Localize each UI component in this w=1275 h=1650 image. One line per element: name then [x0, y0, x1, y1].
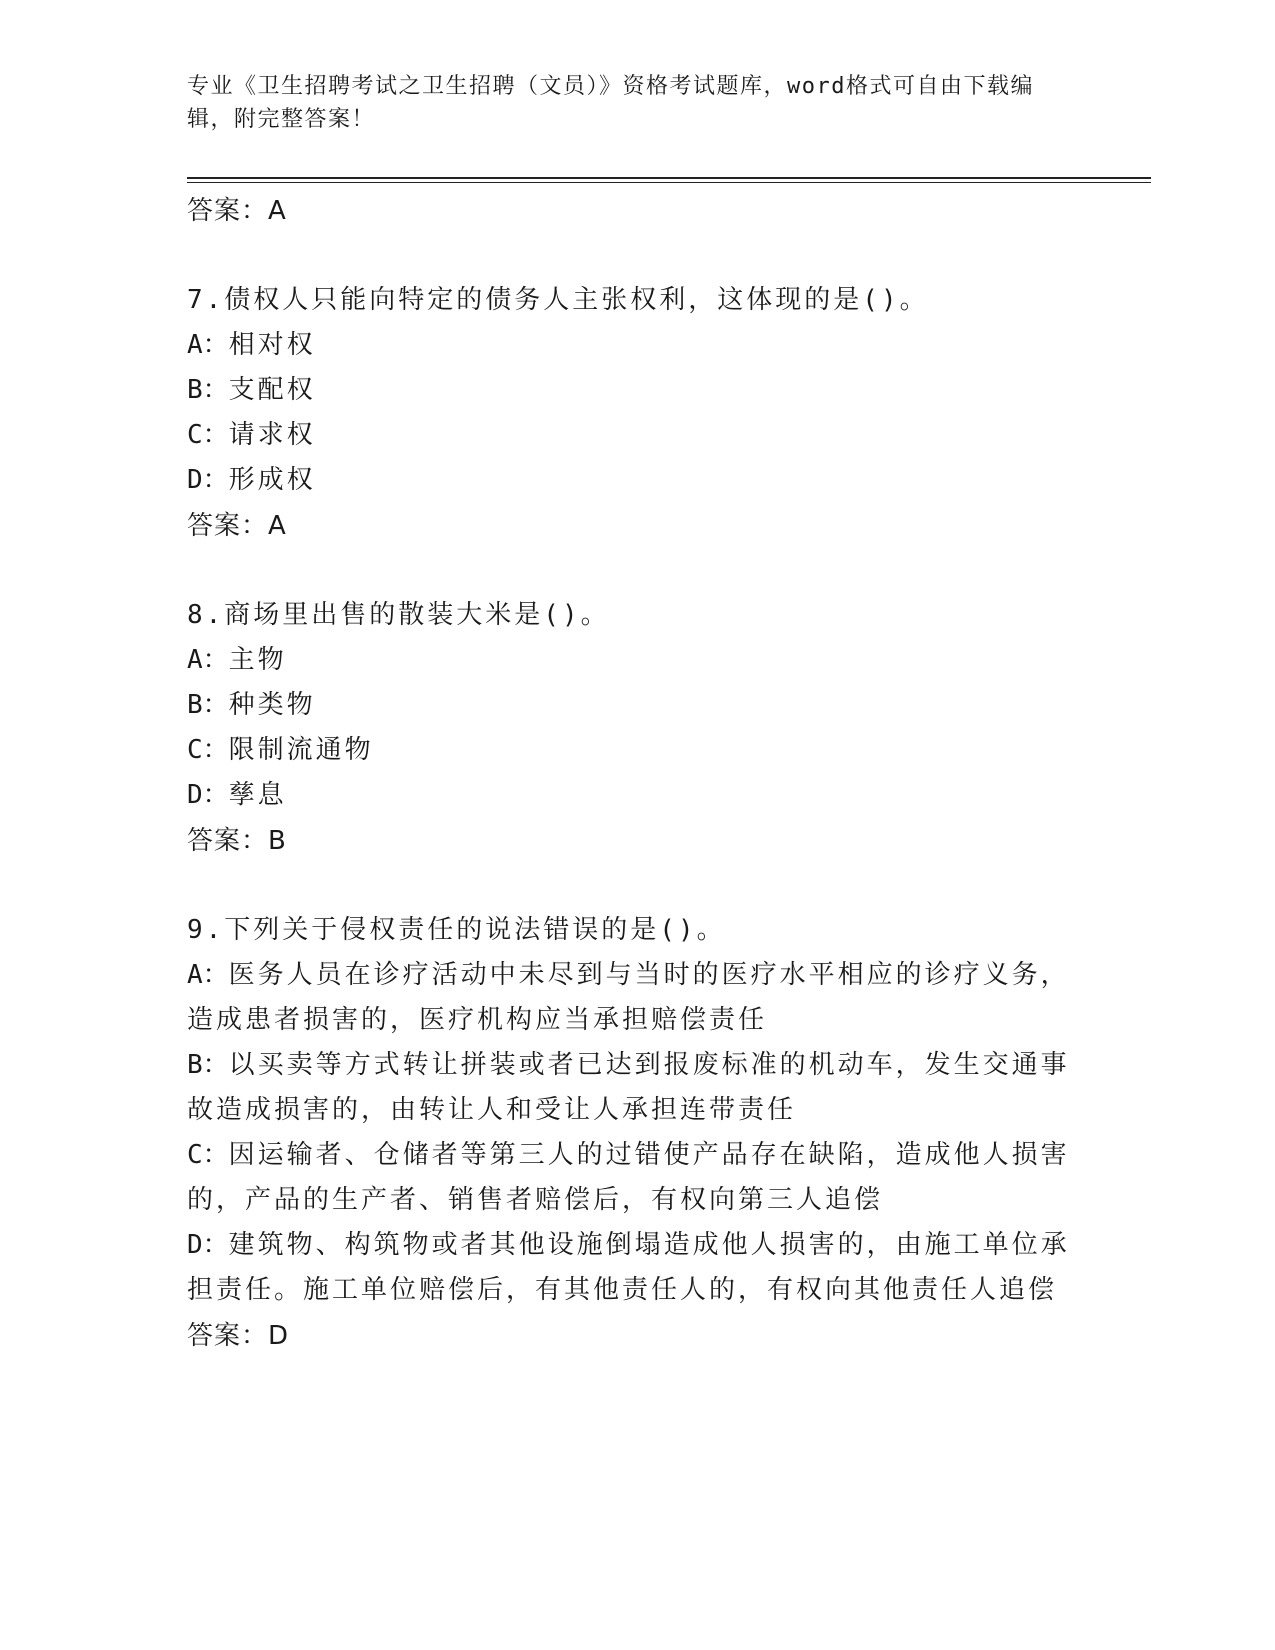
option-a — [187, 953, 1077, 1043]
question-9 — [187, 908, 1077, 1359]
option-d — [187, 773, 1077, 818]
option-c — [187, 413, 1077, 458]
answer-line: 答案：A — [187, 196, 287, 226]
option-key: D： — [187, 780, 229, 810]
option-c — [187, 1133, 1077, 1223]
answer-line: 答案：D — [187, 1321, 290, 1351]
answer-line: 答案：B — [187, 826, 287, 856]
answer-line: 答案：A — [187, 511, 287, 541]
option-d — [187, 1223, 1077, 1313]
option-key: C： — [187, 735, 229, 765]
option-key: B： — [187, 1050, 229, 1080]
option-key: D： — [187, 465, 229, 495]
question-stem: 7.债权人只能向特定的债务人主张权利，这体现的是()。 — [187, 285, 929, 315]
option-a — [187, 638, 1077, 683]
option-text: 孳息 — [228, 780, 287, 810]
option-key: D： — [187, 1230, 229, 1260]
option-text: 医务人员在诊疗活动中未尽到与当时的医疗水平相应的诊疗义务，造成患者损害的，医疗机构应当承担赔偿责任 — [187, 960, 1070, 1035]
document-header: 专业《卫生招聘考试之卫生招聘（文员）》资格考试题库，word格式可自由下载编辑，附完整答案！ — [187, 74, 1034, 132]
option-b — [187, 683, 1077, 728]
option-key: B： — [187, 375, 229, 405]
option-key: C： — [187, 1140, 229, 1170]
question-list — [187, 188, 1077, 1359]
option-text: 请求权 — [228, 420, 316, 450]
option-text: 以买卖等方式转让拼装或者已达到报废标准的机动车，发生交通事故造成损害的，由转让人和受让人承担连带责任 — [187, 1050, 1070, 1125]
question-8 — [187, 593, 1077, 864]
option-text: 形成权 — [228, 465, 316, 495]
question-stem: 9.下列关于侵权责任的说法错误的是()。 — [187, 915, 726, 945]
option-key: C： — [187, 420, 229, 450]
option-d — [187, 458, 1077, 503]
header-divider-thick — [187, 177, 1151, 179]
option-text: 主物 — [228, 645, 287, 675]
question-7 — [187, 278, 1077, 549]
option-text: 限制流通物 — [228, 735, 374, 765]
option-key: A： — [187, 645, 229, 675]
header-divider-thin — [187, 182, 1151, 183]
option-b — [187, 1043, 1077, 1133]
question-stem: 8.商场里出售的散装大米是()。 — [187, 600, 610, 630]
option-text: 建筑物、构筑物或者其他设施倒塌造成他人损害的，由施工单位承担责任。施工单位赔偿后，有其他责任人的，有权向其他责任人追偿 — [187, 1230, 1070, 1305]
option-a — [187, 323, 1077, 368]
option-key: B： — [187, 690, 229, 720]
option-text: 相对权 — [228, 330, 316, 360]
option-key: A： — [187, 330, 229, 360]
option-b — [187, 368, 1077, 413]
option-c — [187, 728, 1077, 773]
option-text: 种类物 — [228, 690, 316, 720]
option-key: A： — [187, 960, 229, 990]
option-text: 支配权 — [228, 375, 316, 405]
option-text: 因运输者、仓储者等第三人的过错使产品存在缺陷，造成他人损害的，产品的生产者、销售者赔偿后，有权向第三人追偿 — [187, 1140, 1070, 1215]
